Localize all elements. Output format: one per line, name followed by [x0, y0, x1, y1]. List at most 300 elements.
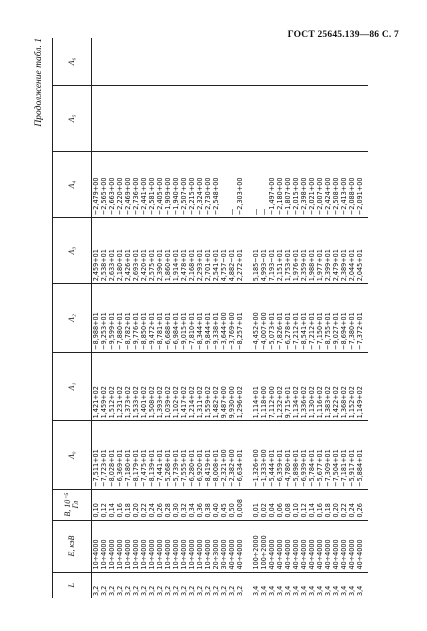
cell-E: 10÷4000 — [196, 520, 204, 572]
cell-lambda6 — [228, 38, 236, 85]
cell-E: 40÷4000 — [276, 520, 284, 572]
cell-lambda0: −2,382+00 — [228, 421, 236, 490]
cell-lambda6 — [276, 38, 284, 85]
table-row — [356, 38, 368, 598]
col-header-B: B, 10⁻⁵ Гл — [53, 489, 92, 520]
cell-E: 100÷2000 — [260, 520, 268, 572]
cell-lambda6 — [244, 38, 260, 85]
cell-lambda3: 2,399+01 — [324, 218, 332, 284]
cell-L: 3,2 — [131, 585, 140, 596]
cell-lambda1: 1,422+02 — [332, 352, 340, 421]
cell-L: 3,2 — [99, 585, 108, 596]
cell-L: 3,4 — [299, 585, 308, 596]
cell-lambda0: −7,723+01 — [100, 421, 108, 490]
cell-lambda0: −5,884+01 — [356, 421, 368, 490]
cell-lambda3: 1,753+01 — [284, 218, 292, 284]
cell-lambda1: 9,930+00 — [228, 352, 236, 421]
cell-lambda4: −1,909+00 — [164, 151, 172, 217]
cell-lambda2: −8,694+01 — [340, 284, 348, 353]
cell-lambda1: 1,373+02 — [124, 352, 132, 421]
cell-lambda4: −2,088+00 — [348, 151, 356, 217]
cell-lambda1: 9,715+01 — [284, 352, 292, 421]
cell-lambda2: −7,372+01 — [356, 284, 368, 353]
cell-lambda4: −2,220+00 — [116, 151, 124, 217]
cell-lambda5 — [348, 85, 356, 151]
cell-lambda5 — [212, 85, 220, 151]
cell-lambda0: −7,441+01 — [156, 421, 164, 490]
cell-lambda3: 2,151+01 — [276, 218, 284, 284]
cell-L: 3,2 — [219, 585, 228, 596]
cell-lambda5 — [292, 85, 300, 151]
cell-lambda2: −9,338+01 — [212, 284, 220, 353]
cell-lambda4: −2,324+00 — [196, 151, 204, 217]
cell-L: 3,4 — [307, 585, 316, 596]
col-header-lambda6: Λ₆ — [53, 38, 92, 85]
cell-lambda0: −5,898+01 — [292, 421, 300, 490]
cell-L: 3,2 — [115, 585, 124, 596]
cell-lambda4: −2,507+00 — [180, 151, 188, 217]
cell-lambda2: −9,472+01 — [148, 284, 156, 353]
cell-B: 0,50 — [228, 489, 236, 520]
cell-lambda2: −4,452+00 — [244, 284, 260, 353]
cell-B: 0,01 — [244, 489, 260, 520]
cell-B: 0,34 — [188, 489, 196, 520]
cell-B: 0,10 — [292, 489, 300, 520]
cell-lambda6 — [92, 38, 101, 85]
cell-lambda1: 1,102+02 — [172, 352, 180, 421]
cell-lambda0: −4,780+01 — [284, 421, 292, 490]
cell-lambda0: −6,634+01 — [236, 421, 244, 490]
cell-E: 100÷2000 — [244, 520, 260, 572]
cell-lambda3: 2,420+01 — [140, 218, 148, 284]
cell-lambda5 — [124, 85, 132, 151]
cell-B: 0,12 — [100, 489, 108, 520]
cell-lambda1: 1,114+01 — [244, 352, 260, 421]
cell-lambda1: 1,482+02 — [212, 352, 220, 421]
cell-lambda5 — [236, 85, 244, 151]
col-header-lambda5: Λ₅ — [53, 85, 92, 151]
cell-E: 40÷4000 — [348, 520, 356, 572]
cell-lambda2: −7,380+01 — [348, 284, 356, 353]
cell-lambda0: −7,555+01 — [180, 421, 188, 490]
cell-lambda1: 1,039+02 — [164, 352, 172, 421]
cell-E: 40÷4000 — [308, 520, 316, 572]
cell-lambda1: 1,533+02 — [132, 352, 140, 421]
cell-lambda1: 1,152+02 — [348, 352, 356, 421]
cell-L: 3,2 — [179, 585, 188, 596]
cell-lambda6 — [260, 38, 268, 85]
cell-lambda3: 2,389+01 — [340, 218, 348, 284]
cell-lambda0: −1,326+00 — [244, 421, 260, 490]
cell-B: 0,20 — [332, 489, 340, 520]
cell-lambda0: −8,419+01 — [204, 421, 212, 490]
cell-lambda3: 2,478+01 — [180, 218, 188, 284]
cell-lambda2: −9,015+01 — [180, 284, 188, 353]
cell-lambda2: −7,212+01 — [308, 284, 316, 353]
cell-L: 3,4 — [347, 585, 356, 596]
cell-E: 10÷4000 — [132, 520, 140, 572]
cell-lambda4: −2,405+00 — [156, 151, 164, 217]
cell-B: 0,16 — [316, 489, 324, 520]
cell-lambda3: 1,860+01 — [164, 218, 172, 284]
cell-lambda3: 2,045+01 — [356, 218, 368, 284]
cell-lambda5 — [188, 85, 196, 151]
cell-lambda2: −9,253+01 — [100, 284, 108, 353]
cell-lambda4: −2,091+00 — [356, 151, 368, 217]
cell-lambda0: −8,008+01 — [212, 421, 220, 490]
cell-lambda5 — [172, 85, 180, 151]
cell-lambda2: −5,073+01 — [268, 284, 276, 353]
cell-lambda4: −2,479+00 — [92, 151, 101, 217]
cell-lambda2: −7,212+01 — [292, 284, 300, 353]
cell-lambda4: −2,007+00 — [316, 151, 324, 217]
cell-E: 40÷4000 — [292, 520, 300, 572]
cell-lambda0: −6,359+01 — [276, 421, 284, 490]
cell-lambda4: −1,807+00 — [284, 151, 292, 217]
cell-L: 3,2 — [211, 585, 220, 596]
cell-L: 3,4 — [355, 585, 364, 596]
cell-L: 3,4 — [259, 585, 268, 596]
cell-lambda3: 5,185−01 — [244, 218, 260, 284]
cell-lambda0: −7,511+01 — [92, 421, 101, 490]
cell-lambda4: −1,497+00 — [268, 151, 276, 217]
table-row — [244, 38, 260, 598]
cell-lambda4: −2,303+00 — [236, 151, 244, 217]
cell-B: 0,24 — [148, 489, 156, 520]
cell-lambda3: 2,168+01 — [188, 218, 196, 284]
cell-lambda6 — [164, 38, 172, 85]
cell-lambda4: — — [260, 151, 268, 217]
cell-E: 40÷4000 — [356, 520, 368, 572]
cell-lambda3: 2,479+01 — [332, 218, 340, 284]
cell-lambda6 — [324, 38, 332, 85]
cell-lambda6 — [148, 38, 156, 85]
cell-L: 3,2 — [147, 585, 156, 596]
cell-L: 3,4 — [283, 585, 292, 596]
cell-lambda6 — [108, 38, 116, 85]
cell-lambda1: 1,368+02 — [340, 352, 348, 421]
cell-lambda3: 2,633+01 — [108, 218, 116, 284]
cell-B: 0,38 — [204, 489, 212, 520]
cell-lambda1: 1,336+02 — [300, 352, 308, 421]
cell-E: 10÷4000 — [92, 520, 101, 572]
cell-lambda5 — [316, 85, 324, 151]
cell-E: 40÷4000 — [332, 520, 340, 572]
cell-lambda6 — [124, 38, 132, 85]
cell-L: 3,2 — [91, 585, 100, 596]
cell-L: 3,2 — [203, 585, 212, 596]
cell-lambda5 — [196, 85, 204, 151]
cell-lambda5 — [132, 85, 140, 151]
cell-B: 0,24 — [348, 489, 356, 520]
cell-lambda0: −7,475+01 — [140, 421, 148, 490]
cell-lambda5 — [300, 85, 308, 151]
cell-lambda2: −7,880+01 — [116, 284, 124, 353]
table-header-row — [53, 38, 92, 598]
cell-lambda2: −9,027+01 — [332, 284, 340, 353]
cell-B: 0,26 — [356, 489, 368, 520]
cell-lambda2: −4,007+00 — [260, 284, 268, 353]
cell-lambda1: 1,118+00 — [260, 352, 268, 421]
cell-lambda5 — [92, 85, 101, 151]
cell-lambda5 — [164, 85, 172, 151]
cell-E: 10÷4000 — [108, 520, 116, 572]
cell-lambda6 — [300, 38, 308, 85]
cell-lambda6 — [100, 38, 108, 85]
cell-lambda1: 9,487+00 — [220, 352, 228, 421]
cell-B: 0,12 — [300, 489, 308, 520]
cell-lambda3: 2,538+01 — [100, 218, 108, 284]
cell-lambda1: 1,508+02 — [148, 352, 156, 421]
cell-lambda4: — — [228, 151, 236, 217]
cell-lambda6 — [172, 38, 180, 85]
cell-lambda3: 2,459+01 — [92, 218, 101, 284]
cell-lambda0: −7,180+01 — [124, 421, 132, 490]
cell-L: 3,2 — [107, 585, 116, 596]
cell-B: 0,04 — [268, 489, 276, 520]
cell-E: 40÷4000 — [324, 520, 332, 572]
cell-lambda0: −5,739+01 — [172, 421, 180, 490]
cell-lambda3: 2,180+01 — [116, 218, 124, 284]
cell-lambda4: −1,940+00 — [172, 151, 180, 217]
cell-lambda6 — [340, 38, 348, 85]
cell-L: 3,4 — [339, 585, 348, 596]
cell-lambda1: 1,512+02 — [108, 352, 116, 421]
data-table — [52, 38, 368, 598]
cell-B: 0,06 — [276, 489, 284, 520]
cell-lambda6 — [220, 38, 228, 85]
cell-lambda1: 1,232+02 — [276, 352, 284, 421]
rotated-table-block — [30, 38, 380, 598]
cell-E: 10÷4000 — [116, 520, 124, 572]
cell-L: 3,2 — [235, 585, 244, 596]
cell-lambda3: 2,293+01 — [196, 218, 204, 284]
cell-lambda0: −6,280+01 — [188, 421, 196, 490]
cell-lambda2: −7,810+01 — [188, 284, 196, 353]
col-header-L: L — [53, 572, 92, 598]
cell-E: 10÷4000 — [148, 520, 156, 572]
cell-lambda2: −3,644+00 — [220, 284, 228, 353]
cell-lambda6 — [236, 38, 244, 85]
cell-lambda4: −2,469+00 — [124, 151, 132, 217]
cell-lambda1: 1,559+02 — [204, 352, 212, 421]
cell-lambda5 — [308, 85, 316, 151]
cell-lambda3: 2,701+01 — [204, 218, 212, 284]
cell-lambda0: −5,444+01 — [268, 421, 276, 490]
cell-lambda3: 2,272+01 — [236, 218, 244, 284]
cell-lambda1: 1,130+02 — [308, 352, 316, 421]
cell-E: 10÷4000 — [180, 520, 188, 572]
cell-L: 3,4 — [323, 585, 332, 596]
cell-lambda2: −8,541+01 — [300, 284, 308, 353]
cell-E: 10÷4000 — [140, 520, 148, 572]
cell-lambda5 — [220, 85, 228, 151]
cell-lambda3: 2,359+01 — [300, 218, 308, 284]
cell-lambda1: 1,401+02 — [140, 352, 148, 421]
cell-E: 10÷4000 — [100, 520, 108, 572]
cell-lambda6 — [212, 38, 220, 85]
cell-E: 40÷4000 — [316, 520, 324, 572]
table-continuation-caption: Продолжение табл. 1 — [34, 38, 44, 127]
cell-lambda4: −2,736+00 — [132, 151, 140, 217]
cell-E: 40÷4000 — [228, 520, 236, 572]
cell-lambda2: −8,781+01 — [156, 284, 164, 353]
cell-lambda5 — [180, 85, 188, 151]
cell-lambda5 — [340, 85, 348, 151]
cell-B: 0,36 — [196, 489, 204, 520]
cell-lambda0: −8,179+01 — [132, 421, 140, 490]
cell-lambda0: −5,268+01 — [164, 421, 172, 490]
cell-lambda6 — [116, 38, 124, 85]
cell-lambda6 — [292, 38, 300, 85]
col-header-lambda0: Λ₀ — [53, 421, 92, 490]
cell-lambda6 — [356, 38, 368, 85]
col-header-lambda3: Λ₃ — [53, 218, 92, 284]
cell-lambda6 — [180, 38, 188, 85]
cell-L: 3,2 — [123, 585, 132, 596]
cell-lambda5 — [108, 85, 116, 151]
cell-lambda2: −8,782+01 — [124, 284, 132, 353]
table-row — [236, 38, 244, 598]
page-header: ГОСТ 25645.139—86 С. 7 — [287, 30, 399, 40]
cell-lambda4: −2,021+00 — [308, 151, 316, 217]
cell-E: 40÷4000 — [300, 520, 308, 572]
cell-lambda4: −2,548+00 — [212, 151, 220, 217]
cell-lambda6 — [316, 38, 324, 85]
cell-lambda3: 2,575+01 — [148, 218, 156, 284]
cell-lambda0: −5,784+01 — [308, 421, 316, 490]
cell-lambda6 — [132, 38, 140, 85]
cell-lambda5 — [156, 85, 164, 151]
cell-E: 10÷4000 — [172, 520, 180, 572]
cell-lambda5 — [140, 85, 148, 151]
cell-L: 3,2 — [139, 585, 148, 596]
cell-lambda4: −2,730+00 — [204, 151, 212, 217]
cell-lambda4: −2,508+00 — [332, 151, 340, 217]
cell-E: 40÷4000 — [268, 520, 276, 572]
cell-lambda0: −6,369+01 — [116, 421, 124, 490]
cell-lambda1: 1,417+02 — [180, 352, 188, 421]
cell-lambda4 — [220, 151, 228, 217]
cell-lambda2: −8,755+01 — [324, 284, 332, 353]
cell-B: 0,18 — [124, 489, 132, 520]
cell-lambda2: −7,150+01 — [316, 284, 324, 353]
cell-E: 10÷4000 — [124, 520, 132, 572]
cell-lambda6 — [156, 38, 164, 85]
cell-L: 3,2 — [187, 585, 196, 596]
cell-lambda3: 7,193−01 — [268, 218, 276, 284]
cell-lambda0: −6,920+01 — [196, 421, 204, 490]
cell-lambda3: 2,044+01 — [348, 218, 356, 284]
cell-E: 20÷3000 — [212, 520, 220, 572]
cell-B: 0,08 — [284, 489, 292, 520]
cell-lambda5 — [228, 85, 236, 151]
cell-lambda0: −6,939+01 — [300, 421, 308, 490]
cell-lambda4: −2,565+00 — [100, 151, 108, 217]
cell-lambda2: −7,826+01 — [276, 284, 284, 353]
cell-lambda2: −6,984+01 — [172, 284, 180, 353]
cell-lambda0: −2,321+00 — [220, 421, 228, 490]
cell-lambda1: 1,134+02 — [292, 352, 300, 421]
cell-lambda4: −2,663+00 — [108, 151, 116, 217]
cell-lambda3: 2,426+01 — [124, 218, 132, 284]
cell-lambda6 — [188, 38, 196, 85]
cell-lambda6 — [284, 38, 292, 85]
cell-lambda1: 1,214+02 — [188, 352, 196, 421]
cell-lambda5 — [268, 85, 276, 151]
col-header-lambda2: Λ₂ — [53, 284, 92, 353]
cell-L: 3,4 — [267, 585, 276, 596]
cell-lambda1: 7,112+00 — [268, 352, 276, 421]
cell-lambda3: 2,541+01 — [212, 218, 220, 284]
cell-lambda2: −3,769+00 — [228, 284, 236, 353]
cell-lambda3: 4,882−01 — [228, 218, 236, 284]
cell-B: 0,16 — [116, 489, 124, 520]
cell-L: 3,2 — [195, 585, 204, 596]
cell-lambda6 — [332, 38, 340, 85]
cell-lambda4: −2,180+00 — [276, 151, 284, 217]
cell-B: 0,10 — [92, 489, 101, 520]
cell-lambda4: −2,015+00 — [292, 151, 300, 217]
cell-L: 3,2 — [155, 585, 164, 596]
cell-lambda6 — [308, 38, 316, 85]
cell-B: 0,22 — [140, 489, 148, 520]
cell-L: 3,4 — [251, 585, 260, 596]
table-body — [92, 38, 369, 598]
cell-lambda6 — [348, 38, 356, 85]
cell-B: 0,02 — [260, 489, 268, 520]
cell-lambda2: −8,344+01 — [196, 284, 204, 353]
cell-lambda5 — [148, 85, 156, 151]
cell-B: 0,14 — [308, 489, 316, 520]
cell-B: 0,45 — [220, 489, 228, 520]
col-header-E: E, кэВ — [53, 520, 92, 572]
cell-lambda5 — [260, 85, 268, 151]
cell-L: 3,2 — [163, 585, 172, 596]
cell-E: 40÷4000 — [236, 520, 244, 572]
cell-E: 10÷4000 — [156, 520, 164, 572]
cell-lambda4: −2,581+00 — [148, 151, 156, 217]
cell-lambda2: −8,988+01 — [92, 284, 101, 353]
cell-lambda5 — [244, 85, 260, 151]
cell-B: 0,40 — [212, 489, 220, 520]
cell-lambda0: −1,333+00 — [260, 421, 268, 490]
cell-lambda1: 1,296+02 — [236, 352, 244, 421]
cell-lambda4: −2,398+00 — [300, 151, 308, 217]
cell-lambda5 — [284, 85, 292, 151]
cell-lambda5 — [100, 85, 108, 151]
cell-lambda2: −6,688+01 — [164, 284, 172, 353]
cell-lambda2: −8,257+01 — [236, 284, 244, 353]
cell-lambda1: 1,393+02 — [156, 352, 164, 421]
col-header-lambda1: Λ₁ — [53, 352, 92, 421]
cell-lambda3: 2,693+01 — [132, 218, 140, 284]
cell-lambda2: −8,850+01 — [140, 284, 148, 353]
cell-lambda0: −5,677+01 — [316, 421, 324, 490]
cell-lambda4: −2,215+00 — [188, 151, 196, 217]
cell-E: 10÷4000 — [164, 520, 172, 572]
cell-E: 10÷4000 — [204, 520, 212, 572]
cell-lambda3: 1,976+01 — [292, 218, 300, 284]
cell-E: 40÷4000 — [284, 520, 292, 572]
cell-B: 0,28 — [164, 489, 172, 520]
cell-lambda1: 1,116+02 — [316, 352, 324, 421]
cell-L: 3,2 — [227, 585, 236, 596]
cell-lambda3: 4,993−01 — [260, 218, 268, 284]
cell-lambda4: −2,424+00 — [324, 151, 332, 217]
cell-lambda4: −2,413+00 — [340, 151, 348, 217]
cell-lambda6 — [140, 38, 148, 85]
